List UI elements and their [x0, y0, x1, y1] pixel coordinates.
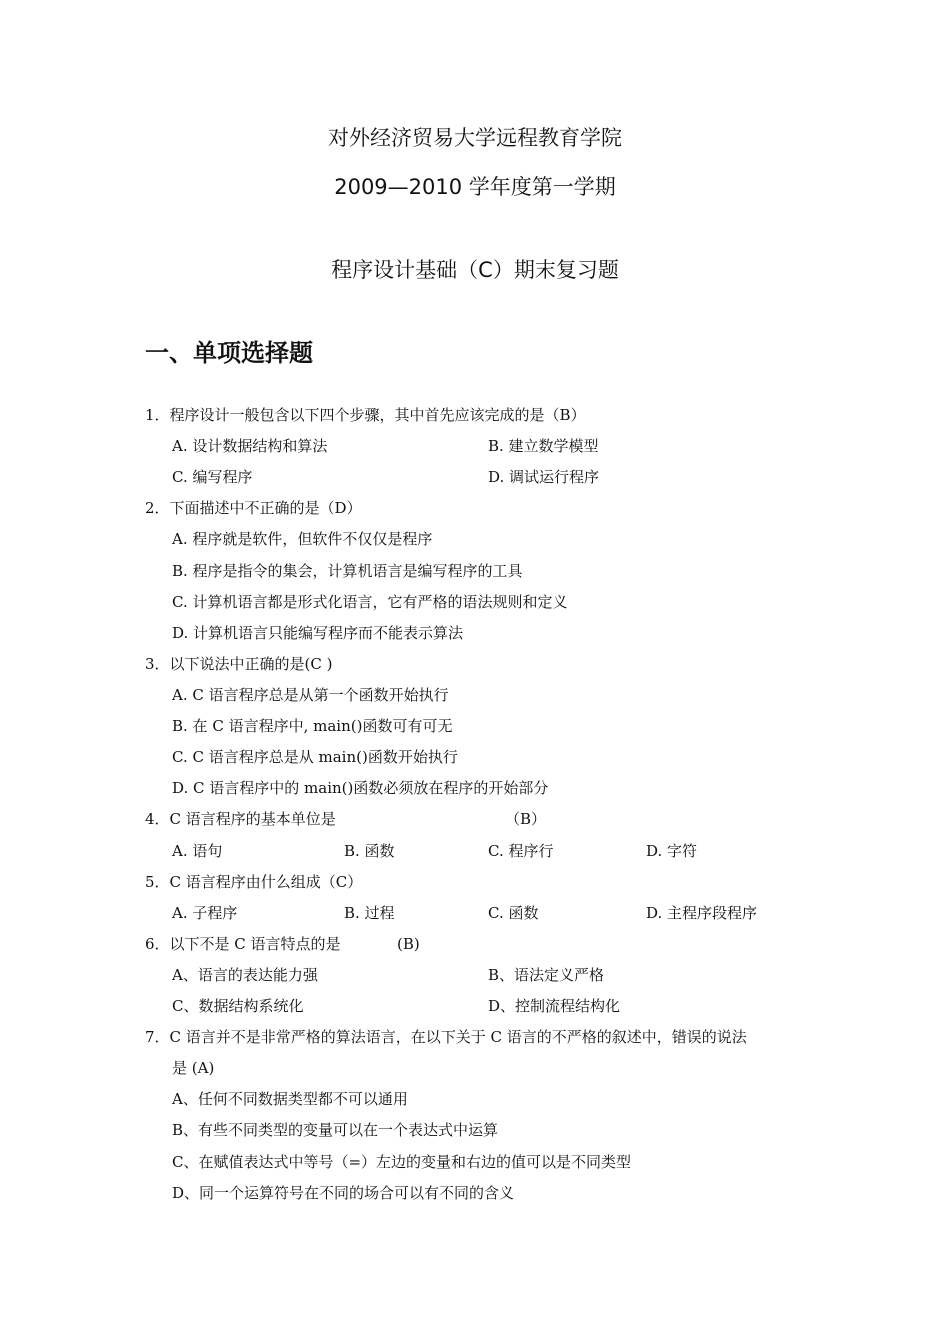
- question-1-option-d: D. 调试运行程序: [488, 468, 600, 486]
- question-3-option-b: B. 在 C 语言程序中, main()函数可有可无: [172, 717, 453, 735]
- question-5-option-b: B. 过程: [344, 904, 395, 922]
- question-7-option-c: C、在赋值表达式中等号（=）左边的变量和右边的值可以是不同类型: [172, 1153, 632, 1171]
- question-6-option-c: C、数据结构系统化: [172, 997, 304, 1015]
- question-2-option-a: A. 程序就是软件，但软件不仅仅是程序: [172, 530, 433, 548]
- question-2-option-c: C. 计算机语言都是形式化语言，它有严格的语法规则和定义: [172, 593, 568, 611]
- question-5-option-a: A. 子程序: [172, 904, 238, 922]
- question-4-option-a: A. 语句: [172, 842, 223, 860]
- question-5-option-d: D. 主程序段程序: [646, 904, 758, 922]
- question-1-option-b: B. 建立数学模型: [488, 437, 599, 455]
- question-3-option-c: C. C 语言程序总是从 main()函数开始执行: [172, 748, 458, 766]
- question-7-option-b: B、有些不同类型的变量可以在一个表达式中运算: [172, 1121, 499, 1139]
- question-1-option-a: A. 设计数据结构和算法: [172, 437, 328, 455]
- question-1-stem: 1．程序设计一般包含以下四个步骤，其中首先应该完成的是（B）: [145, 406, 586, 424]
- question-2-stem: 2．下面描述中不正确的是（D）: [145, 499, 362, 517]
- question-6-option-b: B、语法定义严格: [488, 966, 605, 984]
- question-1-option-c: C. 编写程序: [172, 468, 253, 486]
- question-7-stem: 7．C 语言并不是非常严格的算法语言，在以下关于 C 语言的不严格的叙述中，错误的说法: [145, 1028, 747, 1046]
- question-5-option-c: C. 函数: [488, 904, 539, 922]
- question-6-answer: (B): [397, 935, 420, 953]
- question-2-option-b: B. 程序是指令的集会，计算机语言是编写程序的工具: [172, 562, 523, 580]
- question-4-option-b: B. 函数: [344, 842, 395, 860]
- section-heading: 一、单项选择题: [145, 339, 313, 367]
- question-4-option-c: C. 程序行: [488, 842, 554, 860]
- question-6-stem: 6．以下不是 C 语言特点的是: [145, 935, 341, 953]
- question-7-option-d: D、同一个运算符号在不同的场合可以有不同的含义: [172, 1184, 515, 1202]
- question-4-option-d: D. 字符: [646, 842, 698, 860]
- question-3-option-a: A. C 语言程序总是从第一个函数开始执行: [172, 686, 449, 704]
- question-6-option-d: D、控制流程结构化: [488, 997, 621, 1015]
- term-title: 2009—2010 学年度第一学期: [334, 175, 616, 199]
- question-2-option-d: D. 计算机语言只能编写程序而不能表示算法: [172, 624, 464, 642]
- question-7-option-a: A、任何不同数据类型都不可以通用: [172, 1090, 408, 1108]
- question-3-stem: 3．以下说法中正确的是(C ): [145, 655, 333, 673]
- question-3-option-d: D. C 语言程序中的 main()函数必须放在程序的开始部分: [172, 779, 549, 797]
- question-4-stem: 4．C 语言程序的基本单位是: [145, 810, 336, 828]
- question-5-stem: 5．C 语言程序由什么组成（C）: [145, 873, 363, 891]
- university-title: 对外经济贸易大学远程教育学院: [328, 126, 622, 150]
- course-title: 程序设计基础（C）期末复习题: [331, 258, 619, 282]
- question-7-stem-continuation: 是 (A): [172, 1059, 215, 1077]
- question-6-option-a: A、语言的表达能力强: [172, 966, 318, 984]
- question-4-answer: （B）: [505, 810, 547, 828]
